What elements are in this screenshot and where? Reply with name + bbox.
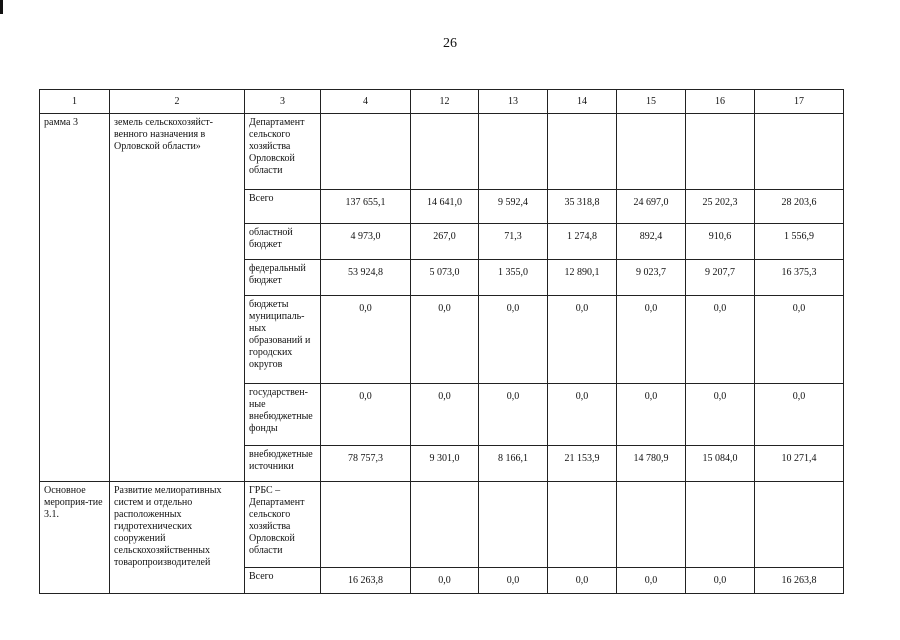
amount-cell: 53 924,8 [321, 260, 411, 296]
header-cell: 1 [40, 90, 110, 114]
amount-cell: 78 757,3 [321, 446, 411, 482]
amount-cell: 910,6 [686, 224, 755, 260]
budget-table-body [40, 90, 844, 594]
amount-cell: 16 263,8 [321, 568, 411, 594]
amount-cell [755, 114, 844, 190]
amount-cell [755, 482, 844, 568]
amount-cell [686, 114, 755, 190]
amount-cell: 10 271,4 [755, 446, 844, 482]
funding-source-label: областной бюджет [245, 224, 321, 260]
funding-source-label: Всего [245, 568, 321, 594]
amount-cell: 0,0 [548, 296, 617, 384]
amount-cell [686, 482, 755, 568]
budget-table [39, 89, 844, 594]
amount-cell [617, 482, 686, 568]
header-cell: 4 [321, 90, 411, 114]
amount-cell: 4 973,0 [321, 224, 411, 260]
amount-cell: 9 592,4 [479, 190, 548, 224]
amount-cell: 1 355,0 [479, 260, 548, 296]
funding-source-label: Всего [245, 190, 321, 224]
measure-code-cell: Основное мероприя-тие 3.1. [40, 482, 110, 594]
amount-cell: 0,0 [617, 568, 686, 594]
page-edge-mark [0, 0, 3, 14]
header-cell: 15 [617, 90, 686, 114]
amount-cell: 0,0 [321, 384, 411, 446]
amount-cell: 14 641,0 [411, 190, 479, 224]
amount-cell: 0,0 [321, 296, 411, 384]
header-cell: 16 [686, 90, 755, 114]
header-cell: 12 [411, 90, 479, 114]
amount-cell: 0,0 [686, 296, 755, 384]
amount-cell: 12 890,1 [548, 260, 617, 296]
header-cell: 13 [479, 90, 548, 114]
amount-cell: 9 023,7 [617, 260, 686, 296]
amount-cell [321, 482, 411, 568]
amount-cell: 21 153,9 [548, 446, 617, 482]
amount-cell: 0,0 [548, 384, 617, 446]
amount-cell: 0,0 [686, 568, 755, 594]
amount-cell: 15 084,0 [686, 446, 755, 482]
amount-cell: 5 073,0 [411, 260, 479, 296]
amount-cell [479, 482, 548, 568]
amount-cell: 24 697,0 [617, 190, 686, 224]
amount-cell: 1 556,9 [755, 224, 844, 260]
header-cell: 14 [548, 90, 617, 114]
measure-title-cell: Развитие мелиоративных систем и отдельно расположенных гидротехнических сооружений сельскохозяйственных товаропроизводителей [110, 482, 245, 594]
program-code-cell: рамма 3 [40, 114, 110, 482]
amount-cell: 0,0 [617, 296, 686, 384]
amount-cell: 892,4 [617, 224, 686, 260]
funding-source-label: внебюджетные источники [245, 446, 321, 482]
amount-cell [479, 114, 548, 190]
amount-cell: 137 655,1 [321, 190, 411, 224]
amount-cell [411, 482, 479, 568]
amount-cell: 267,0 [411, 224, 479, 260]
funding-source-label: федеральный бюджет [245, 260, 321, 296]
amount-cell: 8 166,1 [479, 446, 548, 482]
amount-cell: 1 274,8 [548, 224, 617, 260]
amount-cell [548, 482, 617, 568]
amount-cell [411, 114, 479, 190]
amount-cell [617, 114, 686, 190]
amount-cell: 35 318,8 [548, 190, 617, 224]
amount-cell [321, 114, 411, 190]
amount-cell: 0,0 [548, 568, 617, 594]
amount-cell: 0,0 [411, 384, 479, 446]
amount-cell: 0,0 [479, 384, 548, 446]
header-cell: 3 [245, 90, 321, 114]
measure-row [40, 482, 844, 568]
amount-cell: 0,0 [755, 296, 844, 384]
amount-cell: 0,0 [617, 384, 686, 446]
header-row [40, 90, 844, 114]
amount-cell: 9 207,7 [686, 260, 755, 296]
amount-cell: 0,0 [686, 384, 755, 446]
amount-cell: 16 375,3 [755, 260, 844, 296]
funding-source-label: ГРБС – Департамент сельского хозяйства Орловской области [245, 482, 321, 568]
amount-cell [548, 114, 617, 190]
funding-source-label: государствен-ные внебюджетные фонды [245, 384, 321, 446]
amount-cell: 0,0 [479, 568, 548, 594]
header-cell: 2 [110, 90, 245, 114]
amount-cell: 71,3 [479, 224, 548, 260]
amount-cell: 9 301,0 [411, 446, 479, 482]
amount-cell: 25 202,3 [686, 190, 755, 224]
page-number: 26 [443, 36, 457, 51]
program-title-cell: земель сельскохозяйст-венного назначения в Орловской области» [110, 114, 245, 482]
amount-cell: 0,0 [411, 568, 479, 594]
amount-cell: 0,0 [411, 296, 479, 384]
amount-cell: 0,0 [755, 384, 844, 446]
funding-source-label: Департамент сельского хозяйства Орловской области [245, 114, 321, 190]
amount-cell: 16 263,8 [755, 568, 844, 594]
amount-cell: 28 203,6 [755, 190, 844, 224]
amount-cell: 14 780,9 [617, 446, 686, 482]
header-cell: 17 [755, 90, 844, 114]
amount-cell: 0,0 [479, 296, 548, 384]
funding-source-label: бюджеты муниципаль-ных образований и городских округов [245, 296, 321, 384]
program-row [40, 114, 844, 190]
